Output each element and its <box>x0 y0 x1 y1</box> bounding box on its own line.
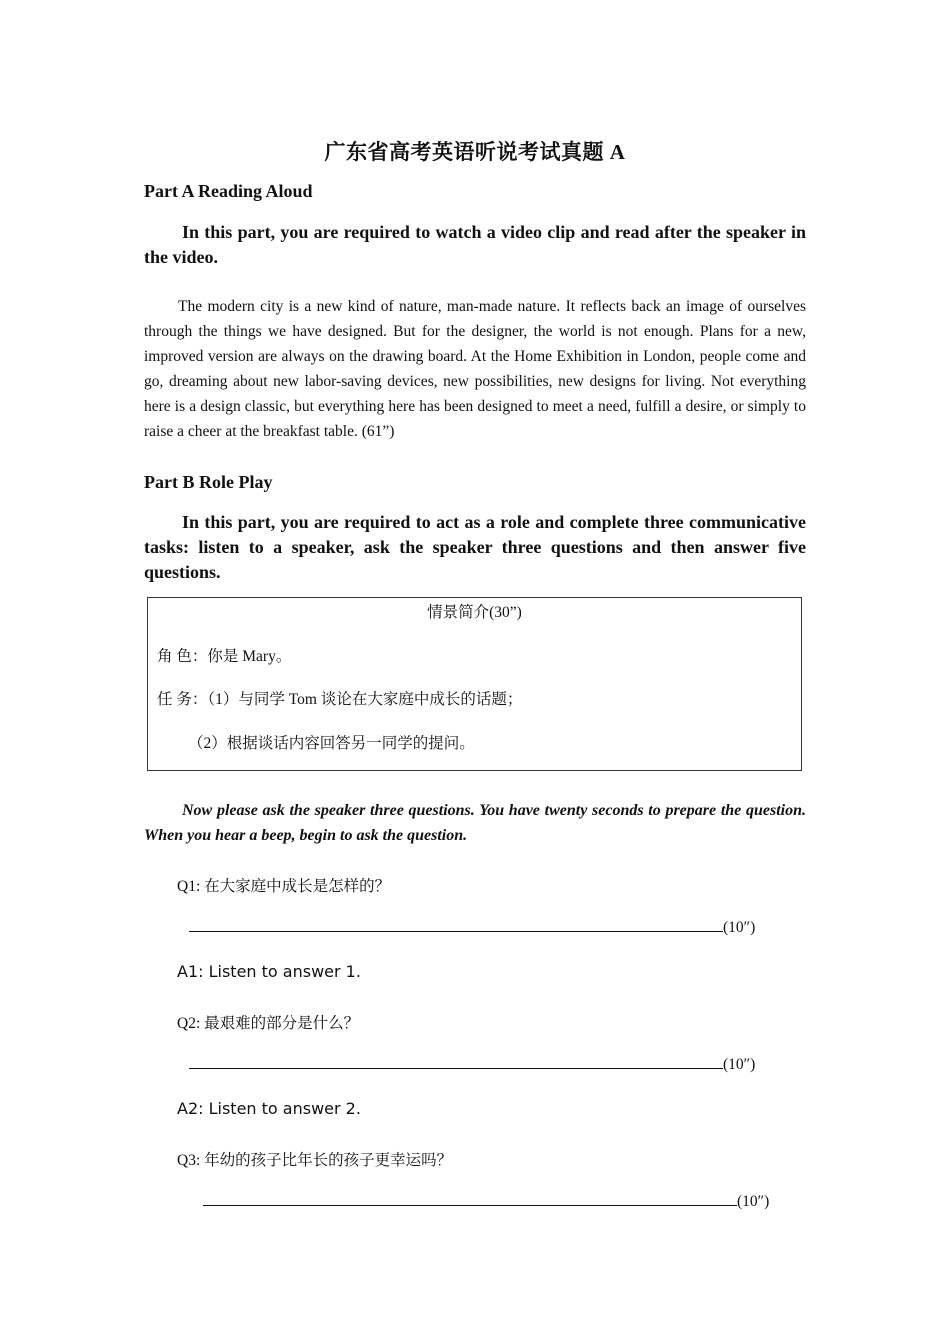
question-2: Q2: 最艰难的部分是什么？ <box>177 1015 360 1032</box>
time-limit: (10″) <box>723 1056 756 1073</box>
scenario-role: 角 色：你是 Mary。 <box>157 648 292 665</box>
question-3: Q3: 年幼的孩子比年长的孩子更幸运吗？ <box>177 1152 453 1169</box>
question-instruction: Now please ask the speaker three questions. You have twenty seconds to prepare the question. When you hear a beep, begin to ask the question. <box>144 802 806 844</box>
answer-line-2 <box>189 1054 755 1074</box>
answer-2: A2: Listen to answer 2. <box>177 1099 361 1118</box>
scenario-task-1: 任 务：（1）与同学 Tom 谈论在大家庭中成长的话题； <box>157 691 523 708</box>
answer-line-3 <box>203 1191 769 1211</box>
answer-line-1 <box>189 917 755 937</box>
blank-line <box>189 1054 723 1069</box>
blank-line <box>189 917 723 932</box>
question-1: Q1: 在大家庭中成长是怎样的？ <box>177 878 391 895</box>
time-limit: (10″) <box>723 919 756 936</box>
answer-1: A1: Listen to answer 1. <box>177 962 361 981</box>
scenario-title: 情景简介(30”) <box>427 604 522 621</box>
part-b-heading: Part B Role Play <box>144 472 273 492</box>
time-limit: (10″) <box>737 1193 770 1210</box>
page-title: 广东省高考英语听说考试真题 A <box>324 140 626 164</box>
blank-line <box>203 1191 737 1206</box>
reading-passage: The modern city is a new kind of nature, man-made nature. It reflects back an image of ourselves through the things we have designed. But for the designer, the world is not enough. Plans for a new, improved version are always on the drawing board. At the Home Exhibition in London, people come and go, dreaming about new labor-saving devices, new possibilities, new designs for living. Not everything here is a design classic, but everything here has been designed to meet a need, fulfill a desire, or simply to raise a cheer at the breakfast table. (61”) <box>144 298 806 440</box>
scenario-task-2: （2）根据谈话内容回答另一同学的提问。 <box>188 735 475 752</box>
scenario-box <box>147 597 802 771</box>
part-a-instruction: In this part, you are required to watch a video clip and read after the speaker in the video. <box>144 222 806 267</box>
part-b-instruction: In this part, you are required to act as a role and complete three communicative tasks: listen to a speaker, ask the speaker three questions and then answer five questions. <box>144 512 806 582</box>
part-a-heading: Part A Reading Aloud <box>144 181 313 201</box>
